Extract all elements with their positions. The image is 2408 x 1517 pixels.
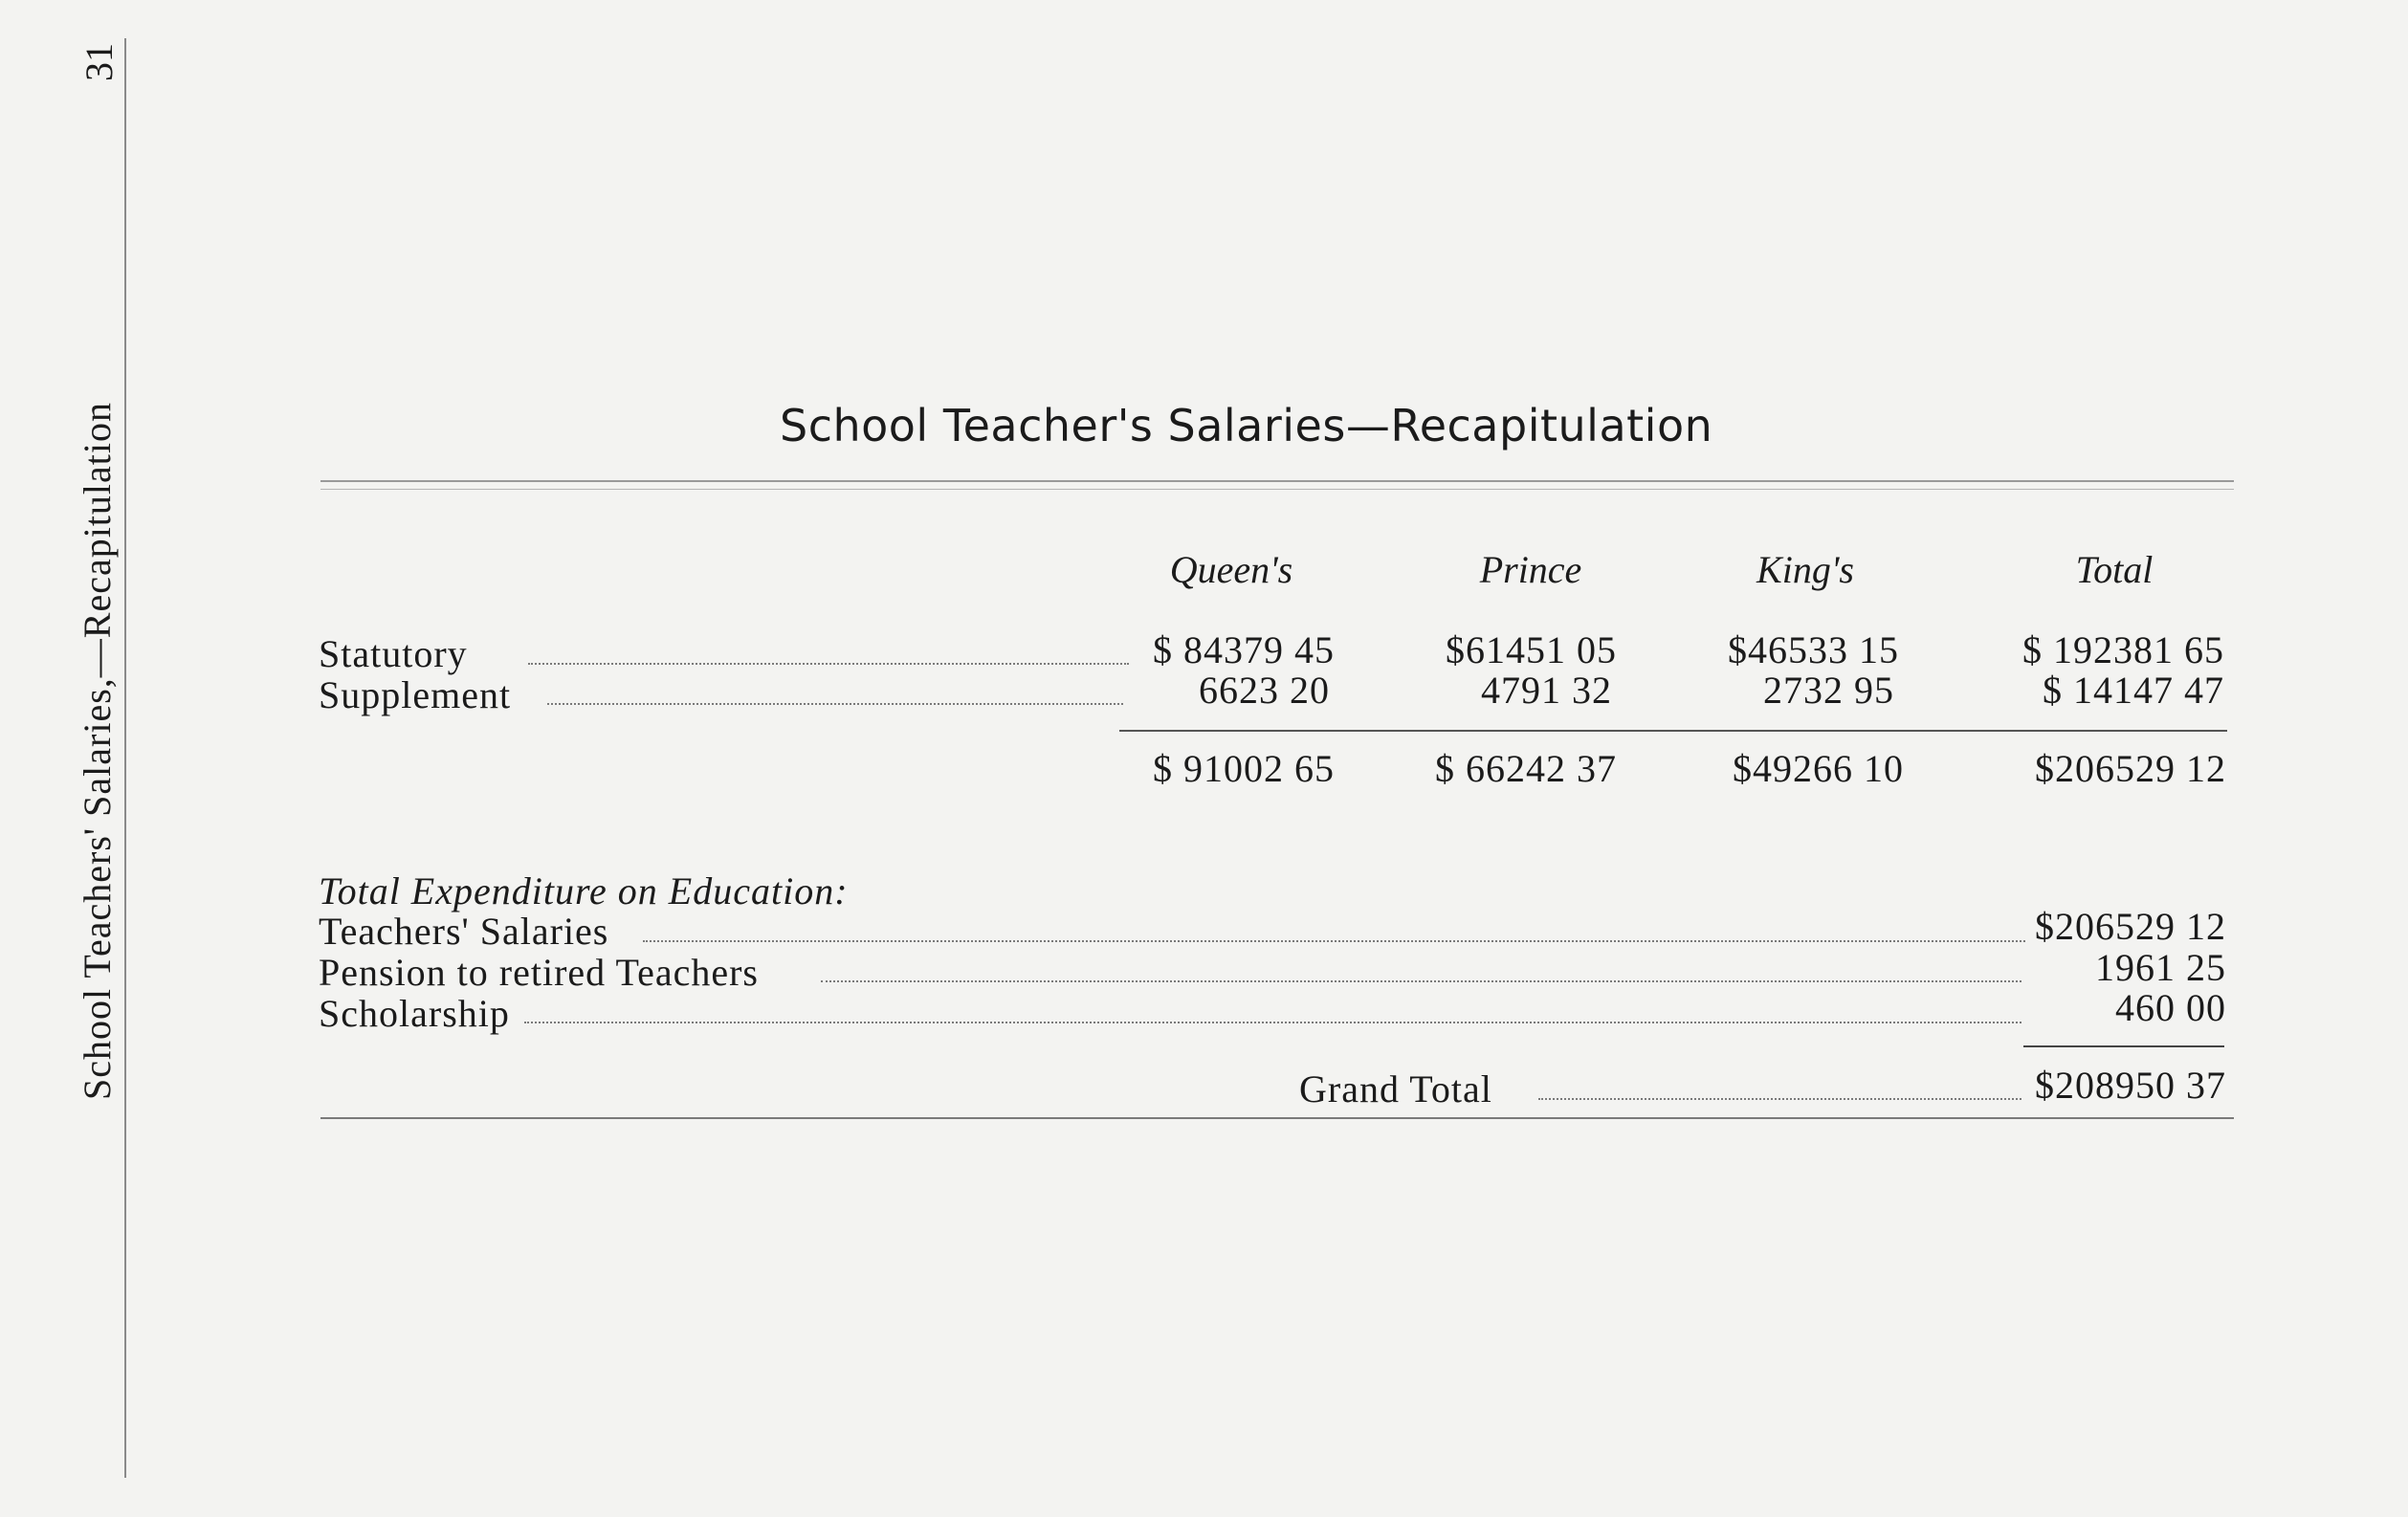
cell-subtotal-queens: $ 91002 65 bbox=[1153, 747, 1335, 790]
page-number: 31 bbox=[77, 43, 121, 81]
expenditure-value-pension: 1961 25 bbox=[2095, 946, 2226, 989]
column-header-queens: Queen's bbox=[1169, 548, 1293, 591]
grand-total-rule bbox=[2023, 1045, 2224, 1047]
column-header-total: Total bbox=[2075, 548, 2154, 591]
expenditure-value-salaries: $206529 12 bbox=[2035, 905, 2226, 948]
running-head: School Teachers' Salaries,—Recapitulation bbox=[76, 401, 119, 1100]
column-header-kings: King's bbox=[1756, 548, 1854, 591]
cell-subtotal-prince: $ 66242 37 bbox=[1435, 747, 1617, 790]
cell-supplement-total: $ 14147 47 bbox=[2043, 669, 2224, 712]
table-title: School Teacher's Salaries—Recapitulation bbox=[780, 400, 1713, 451]
cell-subtotal-kings: $49266 10 bbox=[1733, 747, 1904, 790]
cell-statutory-prince: $61451 05 bbox=[1446, 628, 1617, 671]
expenditure-label-pension: Pension to retired Teachers bbox=[319, 951, 759, 994]
cell-statutory-total: $ 192381 65 bbox=[2022, 628, 2224, 671]
row-label-supplement: Supplement bbox=[319, 673, 512, 716]
row-label-statutory: Statutory bbox=[319, 632, 468, 675]
grand-total-label: Grand Total bbox=[1299, 1067, 1492, 1110]
expenditure-label-scholarship: Scholarship bbox=[319, 992, 510, 1035]
grand-total-value: $208950 37 bbox=[2035, 1064, 2226, 1107]
cell-statutory-kings: $46533 15 bbox=[1728, 628, 1899, 671]
cell-supplement-queens: 6623 20 bbox=[1199, 669, 1330, 712]
expenditure-heading: Total Expenditure on Education: bbox=[319, 869, 849, 912]
cell-subtotal-total: $206529 12 bbox=[2035, 747, 2226, 790]
dot-leader bbox=[524, 1022, 2021, 1023]
cell-statutory-queens: $ 84379 45 bbox=[1153, 628, 1335, 671]
cell-supplement-kings: 2732 95 bbox=[1763, 669, 1894, 712]
dot-leader bbox=[547, 703, 1123, 705]
expenditure-value-scholarship: 460 00 bbox=[2115, 986, 2226, 1029]
cell-supplement-prince: 4791 32 bbox=[1481, 669, 1612, 712]
margin-rule bbox=[124, 38, 126, 1478]
subtotal-rule bbox=[1119, 730, 2227, 732]
top-rule-thin bbox=[320, 489, 2234, 490]
bottom-rule bbox=[320, 1117, 2234, 1119]
top-rule bbox=[320, 480, 2234, 482]
dot-leader bbox=[643, 940, 2025, 942]
dot-leader bbox=[821, 980, 2021, 982]
column-header-prince: Prince bbox=[1479, 548, 1582, 591]
dot-leader bbox=[1538, 1098, 2021, 1100]
expenditure-label-salaries: Teachers' Salaries bbox=[319, 910, 609, 953]
dot-leader bbox=[528, 663, 1129, 665]
